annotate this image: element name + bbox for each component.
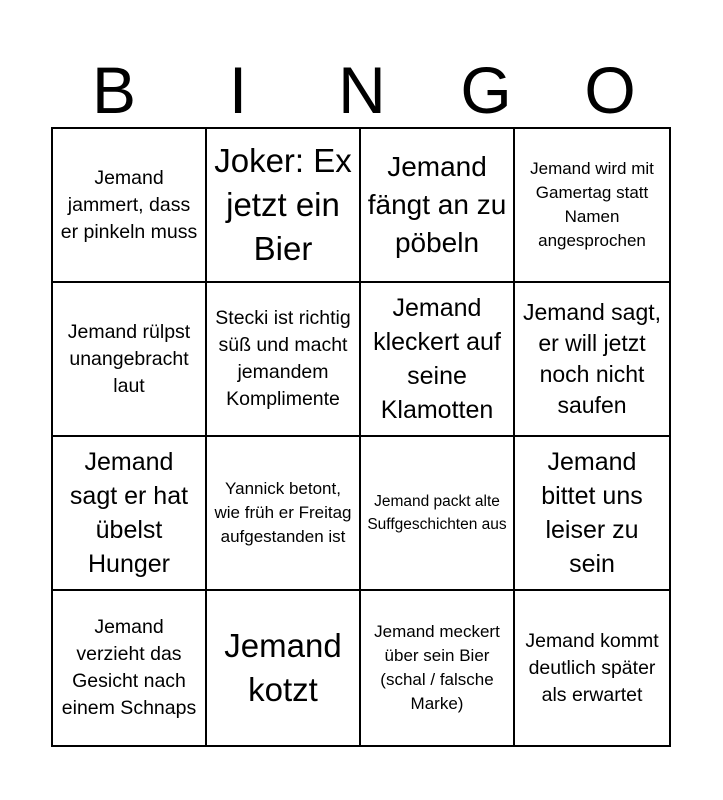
cell-text: Jemand meckert über sein Bier (schal / falsche Marke): [374, 622, 500, 713]
cell-text: Jemand wird mit Gamertag statt Namen angesprochen: [530, 159, 654, 250]
cell-text: Jemand kotzt: [224, 627, 342, 708]
cell-text: Jemand fängt an zu pöbeln: [367, 151, 507, 258]
cell-text: Yannick betont, wie früh er Freitag aufgestanden ist: [214, 479, 352, 546]
bingo-cell-4[interactable]: [515, 129, 669, 283]
bingo-cell-1[interactable]: [53, 129, 207, 283]
header-letter-b: B: [91, 53, 137, 127]
bingo-cell-5[interactable]: [53, 283, 207, 437]
cell-text: Jemand sagt, er will jetzt noch nicht saufen: [522, 299, 662, 418]
cell-text: Jemand kleckert auf seine Klamotten: [373, 294, 501, 424]
bingo-cell-13[interactable]: [53, 591, 207, 745]
bingo-grid: [51, 127, 671, 747]
cell-text: Jemand sagt er hat übelst Hunger: [69, 448, 189, 578]
cell-text: Jemand rülpst unangebracht laut: [67, 320, 191, 397]
header-letter-o: O: [584, 53, 636, 127]
bingo-header: [52, 52, 672, 128]
cell-text: Jemand jammert, dass er pinkeln muss: [60, 166, 198, 243]
cell-text: Stecki ist richtig süß und macht jemandem Komplimente: [215, 307, 351, 410]
cell-text: Jemand packt alte Suffgeschichten aus: [367, 493, 507, 533]
bingo-cell-16[interactable]: [515, 591, 669, 745]
bingo-cell-2[interactable]: [207, 129, 361, 283]
bingo-cell-14[interactable]: [207, 591, 361, 745]
cell-text: Jemand bittet uns leiser zu sein: [541, 448, 643, 578]
bingo-cell-11[interactable]: [361, 437, 515, 591]
cell-text: Jemand verzieht das Gesicht nach einem Schnaps: [61, 616, 197, 719]
header-letter-i: I: [228, 53, 248, 127]
bingo-cell-10[interactable]: [207, 437, 361, 591]
header-letter-g: G: [460, 53, 512, 127]
bingo-cell-15[interactable]: [361, 591, 515, 745]
cell-text: Joker: Ex jetzt ein Bier: [214, 142, 352, 267]
bingo-cell-7[interactable]: [361, 283, 515, 437]
bingo-cell-9[interactable]: [53, 437, 207, 591]
bingo-cell-6[interactable]: [207, 283, 361, 437]
cell-text: Jemand kommt deutlich später als erwartet: [525, 629, 659, 706]
bingo-cell-12[interactable]: [515, 437, 669, 591]
bingo-cell-8[interactable]: [515, 283, 669, 437]
bingo-cell-3[interactable]: [361, 129, 515, 283]
header-letter-n: N: [338, 53, 386, 127]
